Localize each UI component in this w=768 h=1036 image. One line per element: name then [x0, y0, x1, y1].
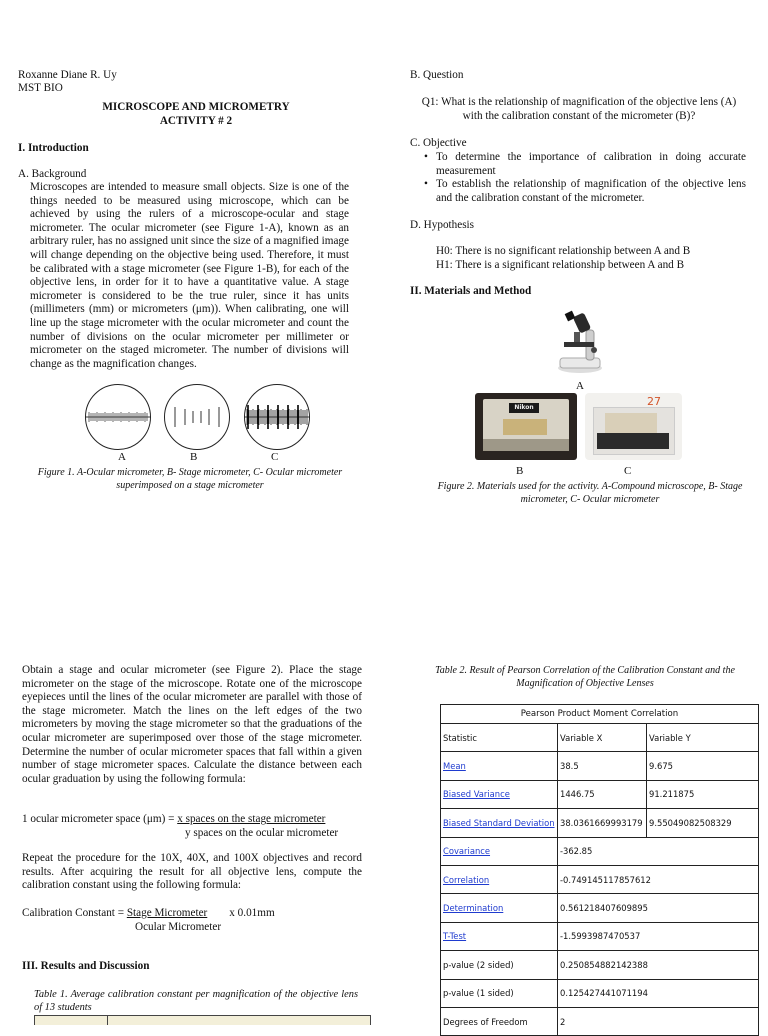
table-row: Determination 0.561218407609895	[441, 894, 759, 922]
nikon-label: Nikon	[509, 403, 539, 413]
stat-link-covariance[interactable]: Covariance	[441, 837, 558, 865]
figure-2-label-a: A	[576, 380, 584, 392]
stat-link-mean[interactable]: Mean	[441, 752, 558, 780]
table-column-row	[441, 724, 759, 752]
background-paragraph: Microscopes are intended to measure small objects. Size is one of the things needed to be measured using microscope, which can be achieved by using the rulers of a microscope-ocular and stage micrometer. The ocular micrometer (see Figure 1-A), known as an arbitrary ruler, has no assigned unit since the size of a magnified image will change depending on the objective being used. Therefore, it must be calibrated with a stage micrometer (see Figure 1-B), for each of the objective lens, in order for it to have a quantitative value. A stage micrometer is considered to be the true ruler, since it has units (millimeters (mm) or micrometers (μm)). When calibrating, one will line up the stage micrometer with the ocular micrometer and count the number of divisions on the ocular micrometer per millimeter or micrometer on the staged micrometer. The number of divisions will change as the magnification changes.	[30, 181, 349, 370]
figure-1-label-c: C	[271, 451, 279, 463]
results-heading: III. Results and Discussion	[22, 960, 150, 972]
figure-2-label-c: C	[624, 465, 632, 477]
course: MST BIO	[18, 82, 63, 94]
col-variable-y: Variable Y	[647, 724, 759, 752]
table-2-caption: Table 2. Result of Pearson Correlation of the Calibration Constant and the Magnification of Objective Lenses	[435, 665, 735, 689]
question-q1: Q1: What is the relationship of magnification of the objective lens (A) with the calibration constant of the micrometer (B)?	[421, 96, 737, 122]
superimposed-micrometer-image	[244, 384, 310, 450]
figure-2-caption: Figure 2. Materials used for the activity. A-Compound microscope, B- Stage micrometer, C- Ocular micrometer	[437, 481, 743, 505]
table-1-caption: Table 1. Average calibration constant per magnification of the objective lens of 13 students	[34, 989, 358, 1013]
author-name: Roxanne Diane R. Uy	[18, 69, 117, 81]
question-heading: B. Question	[410, 69, 464, 81]
ocular-micrometer-image	[85, 384, 151, 450]
table-row: p-value (1 sided) 0.125427441071194	[441, 979, 759, 1007]
method-paragraph-1: Obtain a stage and ocular micrometer (see Figure 2). Place the stage micrometer on the stage of the microscope. Rotate one of the microscope eyepieces until the lines of the ocular micrometer are parallel with those of the stage micrometer. Match the lines on the left edges of the two micrometers by moving the stage micrometer so that the graduations of the ocular micrometer are superimposed over those of the stage micrometer. Determine the number of ocular micrometer spaces that fall within a given number of stage micrometer spaces. Calculate the distance between each ocular graduation by using the following formula:	[22, 664, 362, 785]
figure-2-label-b: B	[516, 465, 524, 477]
col-variable-x: Variable X	[558, 724, 647, 752]
materials-heading: II. Materials and Method	[410, 285, 532, 297]
table-header-row	[441, 705, 759, 724]
stage-micrometer-image	[164, 384, 230, 450]
formula-2: Calibration Constant = Stage Micrometer x 0.01mm Ocular Micrometer	[22, 907, 367, 934]
objective-list	[418, 151, 746, 205]
background-heading: A. Background	[18, 168, 87, 180]
stat-link-determination[interactable]: Determination	[441, 894, 558, 922]
formula-1-denominator: y spaces on the ocular micrometer	[185, 826, 339, 839]
figure-1-label-a: A	[118, 451, 126, 463]
ocular-slide-number: 27	[647, 395, 661, 408]
table-row: Degrees of Freedom 2	[441, 1007, 759, 1035]
table-row: Correlation -0.749145117857612	[441, 865, 759, 893]
stat-p-value-1-sided: p-value (1 sided)	[441, 979, 558, 1007]
stat-p-value-2-sided: p-value (2 sided)	[441, 951, 558, 979]
method-paragraph-2: Repeat the procedure for the 10X, 40X, and 100X objectives and record results. After acquiring the result for all objective lens, compute the calibration constant using the following formula:	[22, 852, 362, 892]
objective-item: • To determine the importance of calibration in doing accurate measurement	[418, 151, 746, 178]
table-row: Biased Variance 1446.75 91.211875	[441, 780, 759, 808]
formula-1: 1 ocular micrometer space (μm) = x spaces on the stage micrometer y spaces on the ocular micrometer	[22, 813, 367, 840]
ocular-micrometer-photo	[585, 393, 682, 460]
table-title: Pearson Product Moment Correlation	[441, 705, 759, 724]
compound-microscope-image	[550, 308, 610, 374]
table-row: Covariance -362.85	[441, 837, 759, 865]
formula-2-numerator: Stage Micrometer	[126, 907, 208, 919]
table-row: Biased Standard Deviation 38.0361669993179 9.55049082508329	[441, 809, 759, 837]
figure-1-label-b: B	[190, 451, 198, 463]
hypothesis-heading: D. Hypothesis	[410, 219, 475, 231]
hypothesis-h1: H1: There is a significant relationship between A and B	[436, 259, 685, 271]
col-statistic: Statistic	[441, 724, 558, 752]
stat-degrees-of-freedom: Degrees of Freedom	[441, 1007, 558, 1035]
stat-link-t-test[interactable]: T-Test	[441, 922, 558, 950]
figure-1-caption: Figure 1. A-Ocular micrometer, B- Stage micrometer, C- Ocular micrometer superimposed on a stage micrometer	[37, 467, 343, 491]
stat-link-biased-variance[interactable]: Biased Variance	[441, 780, 558, 808]
formula-1-numerator: x spaces on the stage micrometer	[177, 813, 326, 825]
objective-heading: C. Objective	[410, 137, 467, 149]
intro-heading: I. Introduction	[18, 142, 89, 154]
stat-link-biased-sd[interactable]: Biased Standard Deviation	[441, 809, 558, 837]
doc-title: MICROSCOPE AND MICROMETRY ACTIVITY # 2	[102, 101, 290, 127]
formula-2-denominator: Ocular Micrometer	[135, 920, 222, 933]
table-row: T-Test -1.5993987470537	[441, 922, 759, 950]
stage-micrometer-photo	[475, 393, 577, 460]
objective-item: • To establish the relationship of magnification of the objective lens and the calibration constant of the micrometer.	[418, 178, 746, 205]
table-row: Mean 38.5 9.675	[441, 752, 759, 780]
hypothesis-h0: H0: There is no significant relationship between A and B	[436, 245, 691, 257]
stat-link-correlation[interactable]: Correlation	[441, 865, 558, 893]
table-row: p-value (2 sided) 0.250854882142388	[441, 951, 759, 979]
pearson-table	[440, 704, 759, 1036]
